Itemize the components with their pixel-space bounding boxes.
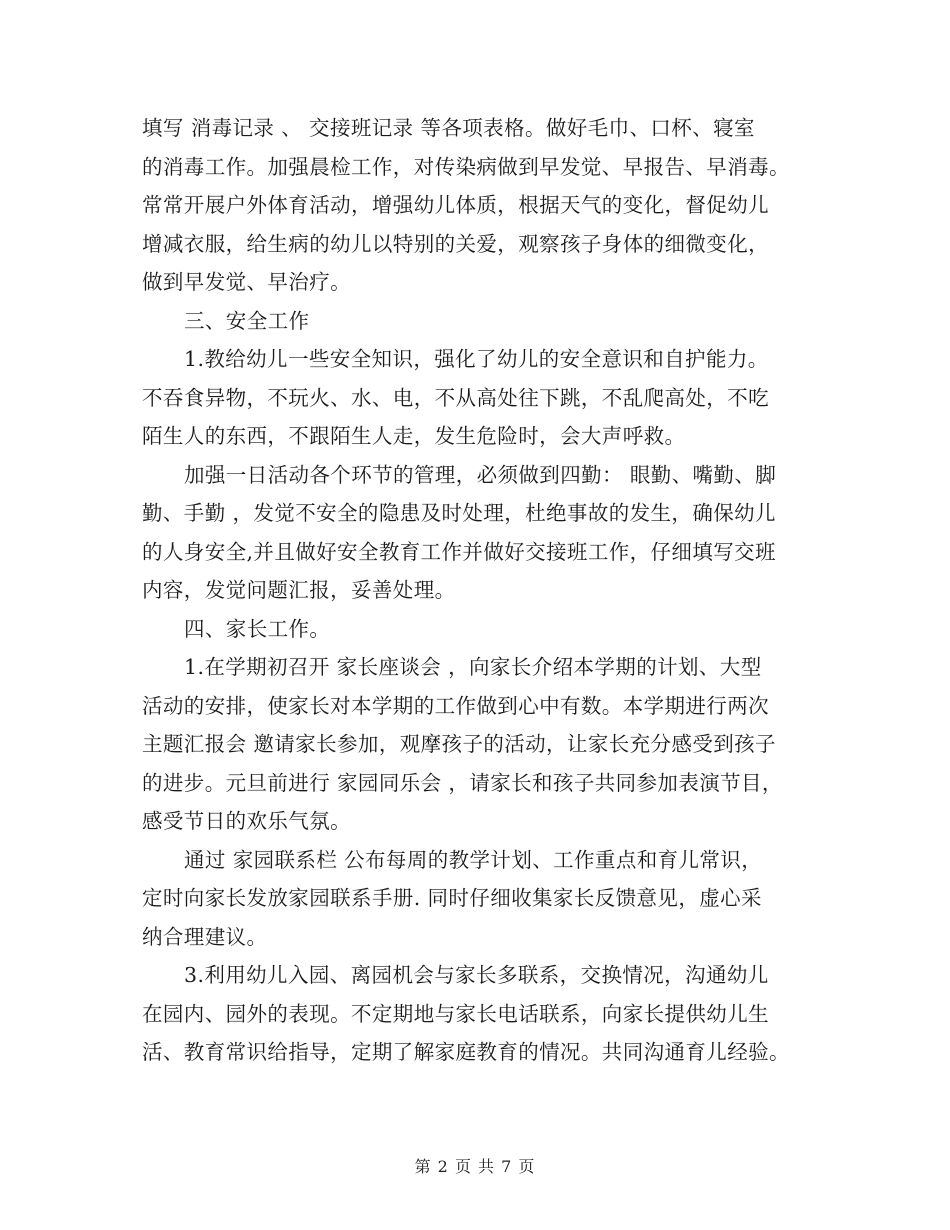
text-line: 定时向家长发放家园联系手册. 同时仔细收集家长反馈意见，虚心采 (142, 886, 762, 910)
paragraph (142, 648, 812, 841)
text-line: 活、教育常识给指导，定期了解家庭教育的情况。共同沟通育儿经验。 (142, 1040, 790, 1064)
text-line: 3.利用幼儿入园、离园机会与家长多联系，交换情况，沟通幼儿 (184, 963, 769, 987)
paragraph (142, 109, 812, 302)
text-line: 主题汇报会 邀请家长参加，观摩孩子的活动，让家长充分感受到孩子 (142, 732, 776, 756)
paragraph (142, 956, 812, 1072)
text-line: 1.教给幼儿一些安全知识，强化了幼儿的安全意识和自护能力。 (184, 347, 769, 371)
text-line: 四、家长工作。 (184, 616, 331, 641)
text-line: 三、安全工作 (184, 308, 310, 333)
text-line: 在园内、园外的表现。不定期地与家长电话联系，向家长提供幼儿生 (142, 1001, 769, 1026)
paragraph (142, 340, 812, 456)
document-body (142, 109, 812, 1072)
page-number: 第 2 页 共 7 页 (414, 1157, 536, 1176)
paragraph (142, 302, 812, 341)
text-line: 的人身安全,并且做好安全教育工作并做好交接班工作，仔细填写交班 (142, 539, 776, 564)
text-line: 陌生人的东西，不跟陌生人走，发生危险时，会大声呼救。 (142, 424, 686, 448)
text-line: 勤、手勤 ，发觉不安全的隐患及时处理，杜绝事故的发生，确保幼儿 (142, 501, 776, 525)
paragraph (142, 841, 812, 957)
text-line: 增减衣服，给生病的幼儿以特别的关爱，观察孩子身体的细微变化， (142, 231, 769, 256)
text-line: 内容，发觉问题汇报，妥善处理。 (142, 578, 456, 602)
text-line: 感受节日的欢乐气氛。 (142, 809, 351, 833)
text-line: 纳合理建议。 (142, 924, 268, 949)
text-line: 通过 家园联系栏 公布每周的教学计划、工作重点和育儿常识， (184, 847, 763, 872)
text-line: 不吞食异物，不玩火、水、电，不从高处往下跳，不乱爬高处，不吃 (142, 385, 769, 410)
paragraph (142, 610, 812, 649)
text-line: 的消毒工作。加强晨检工作，对传染病做到早发觉、早报告、早消毒。 (142, 154, 790, 179)
paragraph (142, 456, 812, 610)
text-line: 1.在学期初召开 家长座谈会 ，向家长介绍本学期的计划、大型 (184, 655, 762, 679)
text-line: 填写 消毒记录 、 交接班记录 等各项表格。做好毛巾、口杯、寝室 (142, 116, 755, 140)
text-line: 活动的安排，使家长对本学期的工作做到心中有数。本学期进行两次 (142, 693, 769, 718)
text-line: 的进步。元旦前进行 家园同乐会 ，请家长和孩子共同参加表演节目， (142, 770, 783, 795)
text-line: 加强一日活动各个环节的管理，必须做到四勤： 眼勤、嘴勤、脚 (184, 462, 777, 487)
text-line: 做到早发觉、早治疗。 (142, 270, 351, 294)
text-line: 常常开展户外体育活动，增强幼儿体质，根据天气的变化，督促幼儿 (142, 193, 769, 217)
